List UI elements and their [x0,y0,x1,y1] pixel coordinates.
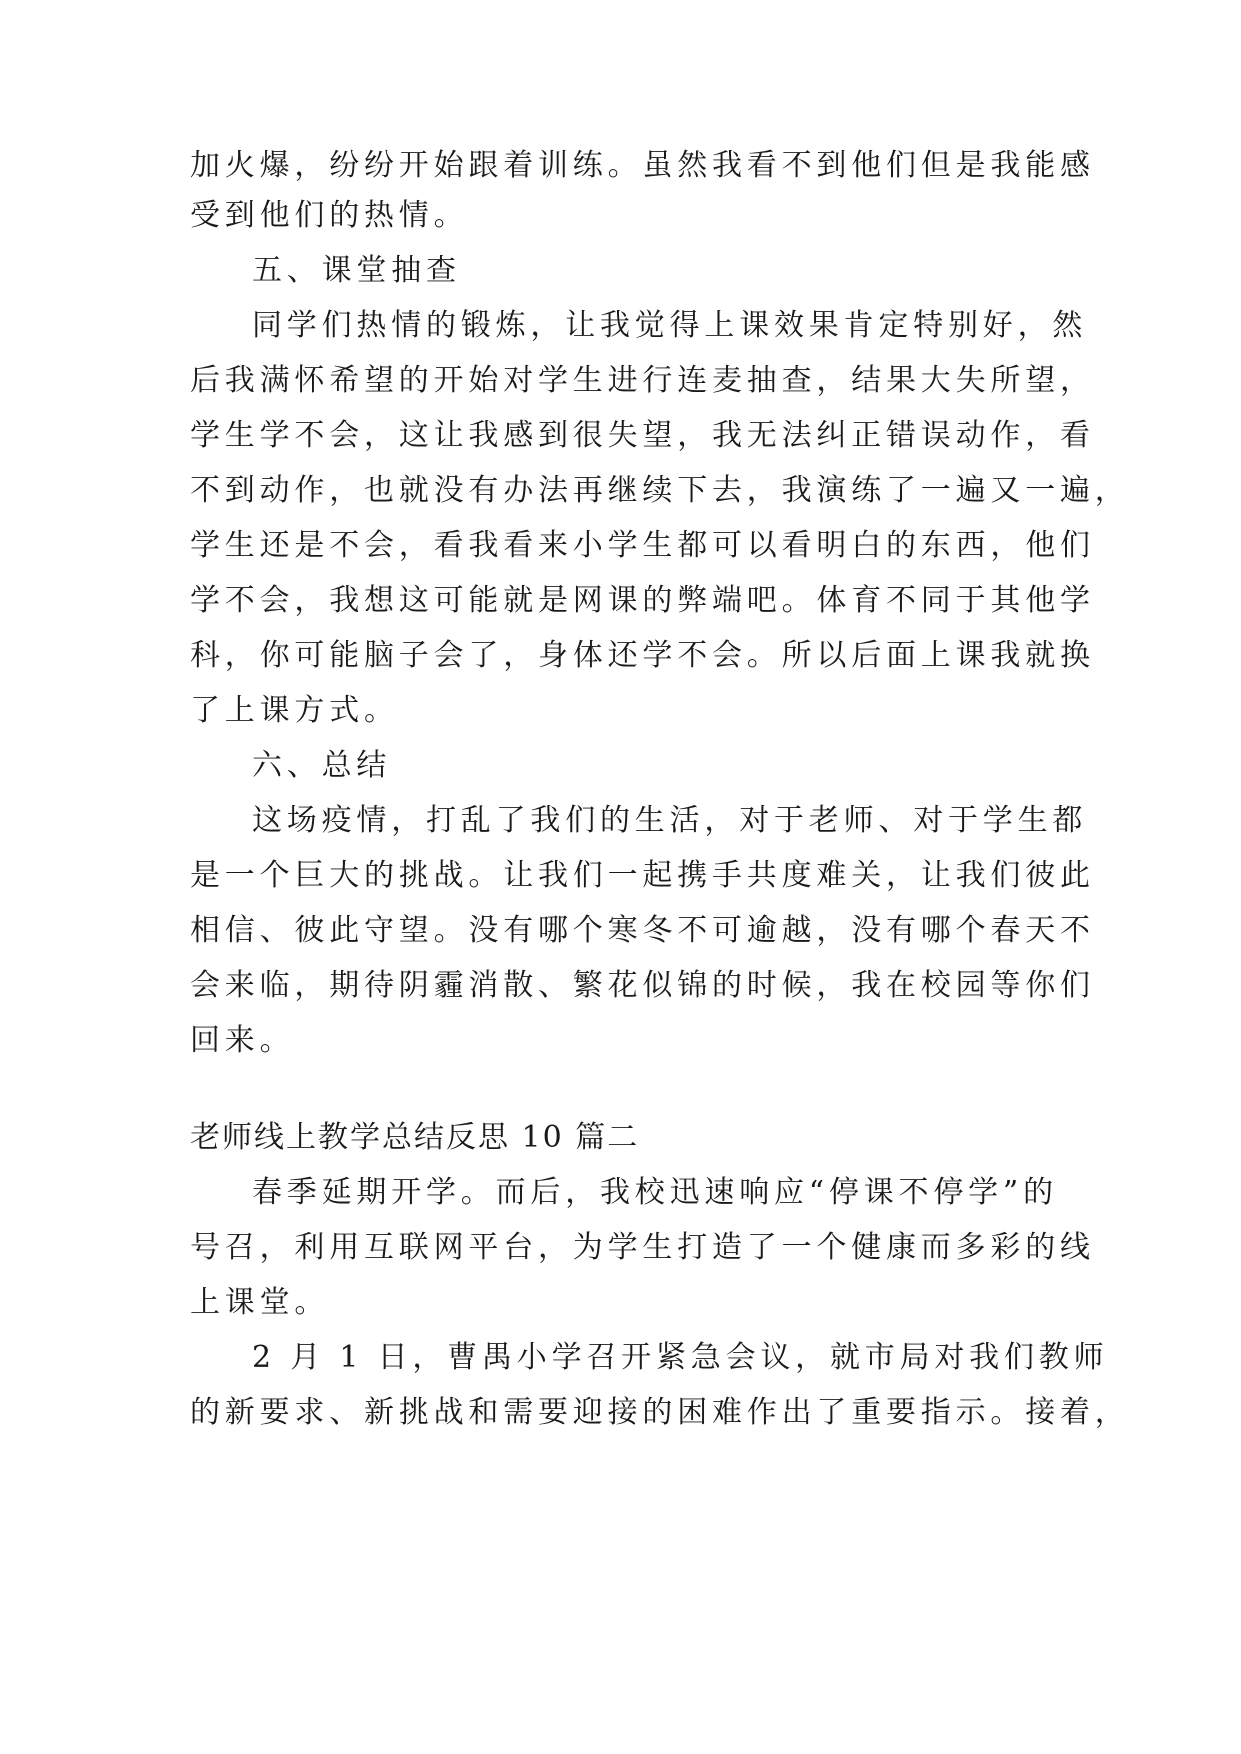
paragraph-line: 回来。 [190,1023,295,1058]
section-heading: 六、总结 [252,748,392,783]
paragraph-line: 号召，利用互联网平台，为学生打造了一个健康而多彩的线 [190,1230,1095,1265]
paragraph-line: 是一个巨大的挑战。让我们一起携手共度难关，让我们彼此 [190,858,1095,893]
paragraph-line: 科，你可能脑子会了，身体还学不会。所以后面上课我就换 [190,638,1095,673]
paragraph-line: 后我满怀希望的开始对学生进行连麦抽查，结果大失所望， [190,363,1095,398]
paragraph-line: 不到动作，也就没有办法再继续下去，我演练了一遍又一遍， [190,473,1130,508]
paragraph-line: 学生还是不会，看我看来小学生都可以看明白的东西，他们 [190,528,1095,563]
paragraph-line: 这场疫情，打乱了我们的生活，对于老师、对于学生都 [252,803,1088,838]
paragraph-line: 春季延期开学。而后，我校迅速响应“停课不停学”的 [252,1175,1058,1210]
paragraph-line: 了上课方式。 [190,693,399,728]
paragraph-line: 学生学不会，这让我感到很失望，我无法纠正错误动作，看 [190,418,1095,453]
paragraph-line: 同学们热情的锻炼，让我觉得上课效果肯定特别好，然 [252,308,1088,343]
paragraph-line: 学不会，我想这可能就是网课的弊端吧。体育不同于其他学 [190,583,1095,618]
article-section-title: 老师线上教学总结反思 10 篇二 [190,1120,640,1155]
paragraph-line: 相信、彼此守望。没有哪个寒冬不可逾越，没有哪个春天不 [190,913,1095,948]
paragraph-line: 的新要求、新挑战和需要迎接的困难作出了重要指示。接着， [190,1395,1130,1430]
paragraph-line: 会来临，期待阴霾消散、繁花似锦的时候，我在校园等你们 [190,968,1095,1003]
paragraph-line: 受到他们的热情。 [190,198,469,233]
paragraph-line: 上课堂。 [190,1285,330,1320]
paragraph-line: 2 月 1 日，曹禺小学召开紧急会议，就市局对我们教师 [252,1340,1109,1375]
paragraph-line: 加火爆，纷纷开始跟着训练。虽然我看不到他们但是我能感 [190,148,1095,183]
section-heading: 五、课堂抽查 [252,253,461,288]
